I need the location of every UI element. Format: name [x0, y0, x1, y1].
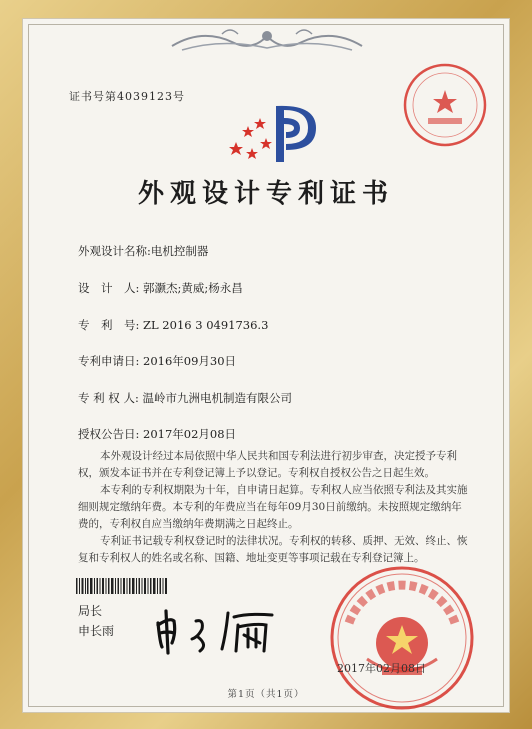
certificate-number: 证书号第4039123号: [69, 90, 185, 103]
grant-date-field: 授权公告日: 2017年02月08日: [78, 427, 237, 441]
certificate-paper: [22, 18, 510, 713]
filing-date-field: 专利申请日: 2016年09月30日: [78, 354, 237, 368]
body-paragraph-3: 专利证书记载专利权登记时的法律状况。专利权的转移、质押、无效、终止、恢复和专利权人的姓名或名称、国籍、地址变更等事项记载在专利登记簿上。: [78, 535, 468, 564]
certificate-title: 外观设计专利证书: [137, 179, 394, 209]
patentee-field: 专 利 权 人: 温岭市九洲电机制造有限公司: [78, 391, 292, 405]
patent-office-logo-icon: [222, 96, 322, 168]
small-seal-icon: [400, 60, 490, 150]
body-paragraph-1: 本外观设计经过本局依照中华人民共和国专利法进行初步审查，决定授予专利权，颁发本证书并在专利登记簿上予以登记。专利权自授权公告之日起生效。: [78, 450, 457, 479]
signature-icon: [152, 603, 292, 658]
director-title: 局长: [78, 604, 103, 618]
patent-number-field: 专 利 号: ZL 2016 3 0491736.3: [78, 318, 269, 332]
page-number: 第1页（共1页）: [227, 689, 305, 700]
ornament-crest-icon: [162, 24, 372, 54]
designers-field: 设 计 人: 郭灏杰;黄威;杨永昌: [78, 281, 243, 295]
barcode-icon: [76, 578, 168, 594]
design-name-field: 外观设计名称:电机控制器: [78, 244, 209, 258]
seal-date: 2017年02月08日: [337, 662, 426, 675]
director-name: 申长雨: [78, 624, 115, 638]
body-paragraph-2: 本专利的专利权期限为十年，自申请日起算。专利权人应当依照专利法及其实施细则规定缴纳年费。本专利的年费应当在每年09月30日前缴纳。未按照规定缴纳年费的，专利权自应当缴纳年费期满之日起终止。: [78, 484, 468, 530]
certificate-body: [78, 448, 468, 567]
